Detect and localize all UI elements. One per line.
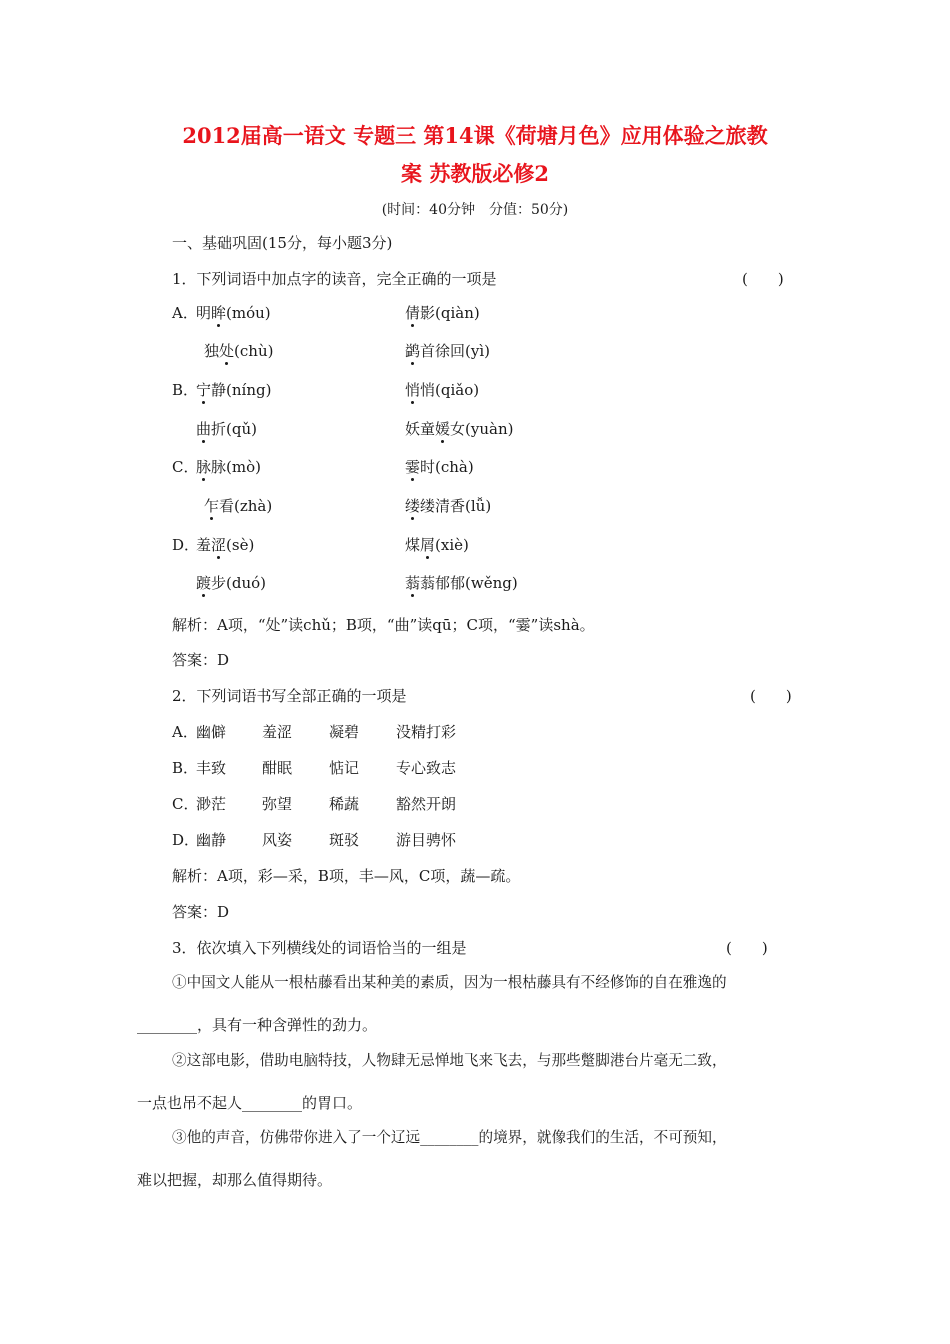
time-score-info: (时间：40分钟 分值：50分) [381,202,569,218]
question-2-answer: 答案：D [172,903,230,921]
q2-option-b-word-4: 专心致志 [396,759,457,777]
q2-option-a-word-4: 没精打彩 [396,723,457,741]
q3-sentence-1-line-1: ①中国文人能从一根枯藤看出某种美的素质，因为一根枯藤具有不经修饰的自在雅逸的 [172,974,727,991]
question-1-answer-bracket: ( ) [742,270,784,288]
document-title-line2: 案 苏教版必修2 [401,161,549,186]
question-1-analysis: 解析：A项，“处”读chǔ；B项，“曲”读qū；C项，“霎”读shà。 [172,616,595,634]
q2-option-b-word-3: 惦记 [329,759,360,777]
question-1-stem: 1．下列词语中加点字的读音，完全正确的一项是 [172,270,497,288]
q2-option-a-word-3: 凝碧 [329,723,360,741]
q1-option-b-word-1: 宁静(níng) [196,381,272,399]
section-heading: 一、基础巩固(15分，每小题3分) [172,234,393,252]
q1-option-a-word-2: 倩影(qiàn) [405,304,480,322]
q1-option-c-label: C． [172,458,199,476]
q2-option-a-label: A． [172,723,198,741]
q2-option-c-word-3: 稀蔬 [329,795,360,813]
question-3-answer-bracket: ( ) [726,939,768,957]
q2-option-a-word-2: 羞涩 [262,723,293,741]
q1-option-a-word-3: 独处(chù) [204,342,274,360]
q1-option-c-word-4: 缕缕清香(lǚ) [405,497,492,515]
q3-sentence-1-line-2: ________，具有一种含弹性的劲力。 [137,1016,378,1034]
q1-option-a-word-4: 鹢首徐回(yì) [405,342,490,360]
question-3-stem: 3．依次填入下列横线处的词语恰当的一组是 [172,939,467,957]
q2-option-a-word-1: 幽僻 [196,723,227,741]
q2-option-c-word-1: 渺茫 [196,795,227,813]
q1-option-b-word-2: 悄悄(qiǎo) [405,381,480,399]
q2-option-d-label: D． [172,831,200,849]
q1-option-b-label: B． [172,381,199,399]
q1-option-a-word-1: 明眸(móu) [196,304,271,322]
q1-option-c-word-3: 乍看(zhà) [204,497,273,515]
q1-option-b-word-3: 曲折(qǔ) [196,420,257,438]
q1-option-d-label: D． [172,536,200,554]
q2-option-d-word-4: 游目骋怀 [396,831,457,849]
q3-sentence-3-line-2: 难以把握，却那么值得期待。 [137,1171,333,1189]
q3-sentence-2-line-2: 一点也吊不起人________的胃口。 [137,1094,363,1112]
q2-option-b-word-2: 酣眠 [262,759,293,777]
q3-sentence-2-line-1: ②这部电影，借助电脑特技，人物肆无忌惮地飞来飞去，与那些蹩脚港台片毫无二致， [172,1052,727,1069]
q1-option-d-word-1: 羞涩(sè) [196,536,255,554]
q1-option-c-word-1: 脉脉(mò) [196,458,261,476]
question-2-answer-bracket: ( ) [750,687,792,705]
q1-option-d-word-2: 煤屑(xiè) [405,536,469,554]
q1-option-c-word-2: 霎时(chà) [405,458,474,476]
q2-option-d-word-2: 风姿 [262,831,293,849]
q2-option-d-word-3: 斑驳 [329,831,360,849]
question-2-analysis: 解析：A项，彩—采，B项，丰—风，C项，蔬—疏。 [172,867,521,885]
question-1-answer: 答案：D [172,651,230,669]
q2-option-c-label: C． [172,795,199,813]
q1-option-d-word-3: 踱步(duó) [196,574,267,592]
q2-option-c-word-4: 豁然开朗 [396,795,457,813]
q1-option-a-label: A． [172,304,198,322]
q1-option-d-word-4: 蓊蓊郁郁(wěng) [405,574,518,592]
q2-option-c-word-2: 弥望 [262,795,293,813]
question-2-stem: 2．下列词语书写全部正确的一项是 [172,687,407,705]
q2-option-b-word-1: 丰致 [196,759,227,777]
q1-option-b-word-4: 妖童媛女(yuàn) [405,420,514,438]
document-title-line1: 2012届高一语文 专题三 第14课《荷塘月色》应用体验之旅教 [182,123,768,148]
q2-option-d-word-1: 幽静 [196,831,227,849]
q2-option-b-label: B． [172,759,199,777]
q3-sentence-3-line-1: ③他的声音，仿佛带你进入了一个辽远________的境界，就像我们的生活，不可预知， [172,1129,727,1146]
